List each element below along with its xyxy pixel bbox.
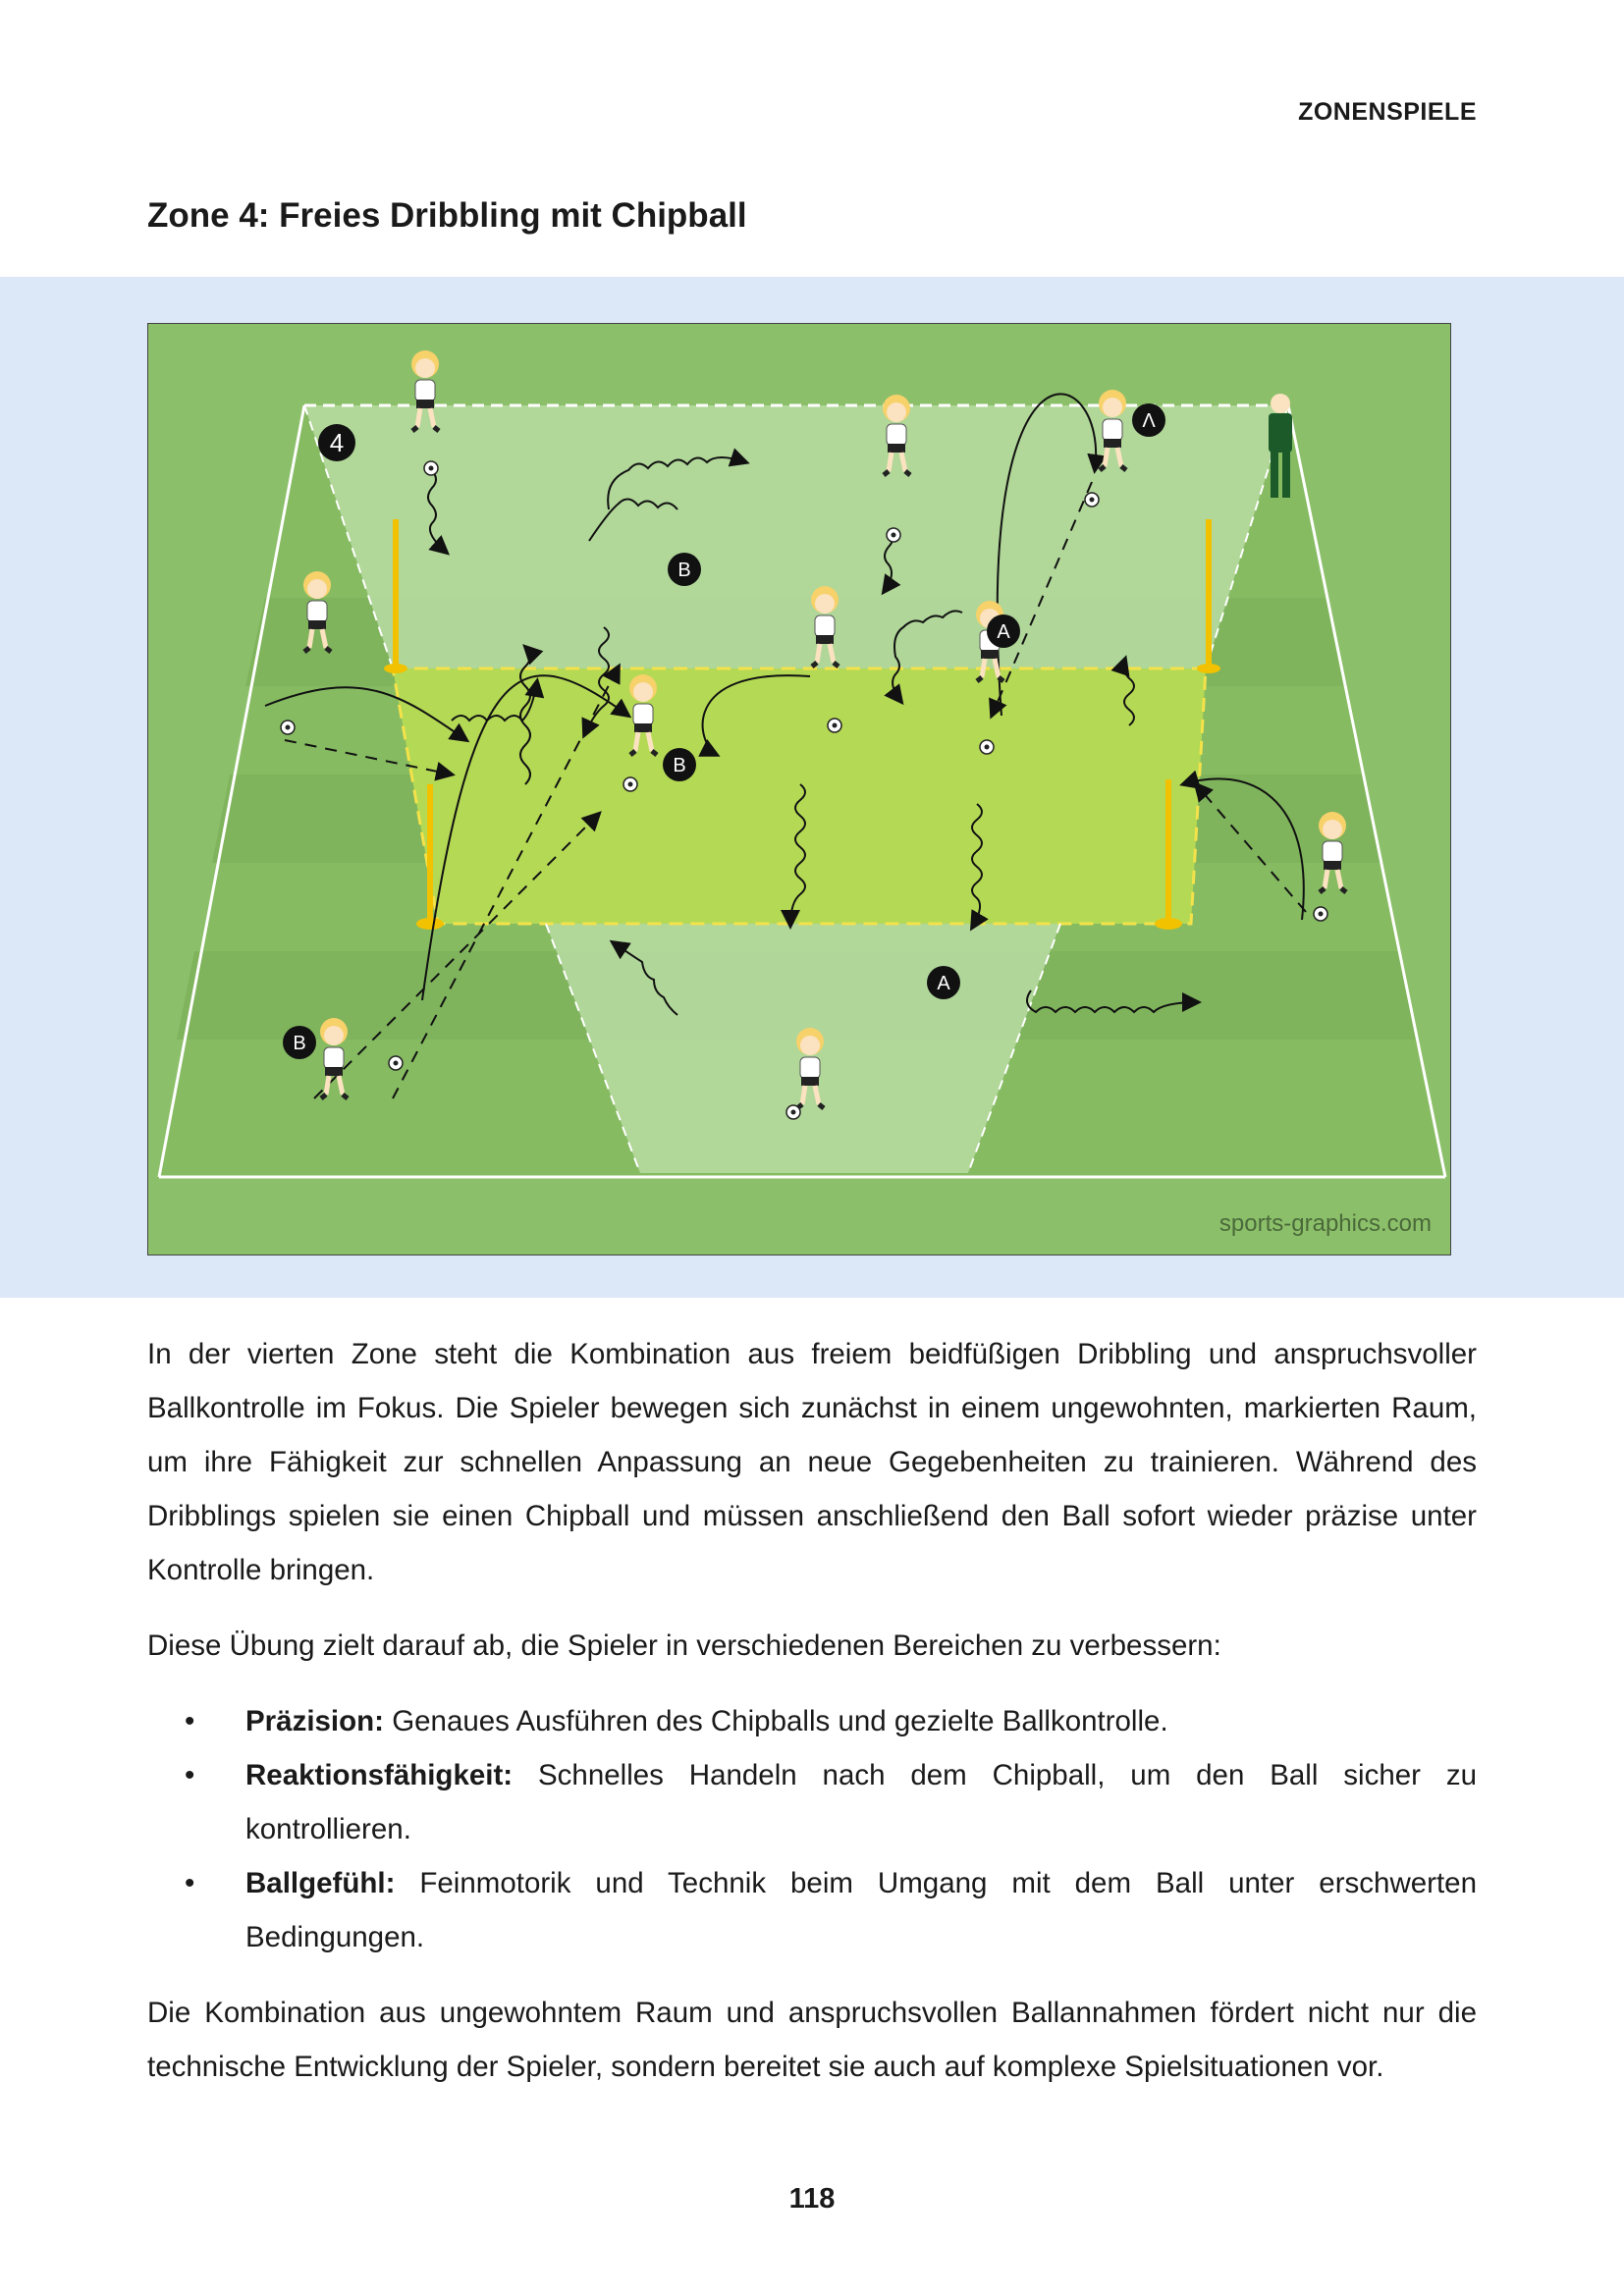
list-item-text: Schnelles Handeln nach dem Chipball, um den Ball sicher zu kontrollieren. xyxy=(245,1759,1477,1845)
player-label: A xyxy=(937,973,950,994)
player-label: Λ xyxy=(1142,410,1156,432)
list-item-term: Ballgefühl: xyxy=(245,1867,396,1899)
list-item-text: Feinmotorik und Technik beim Umgang mit dem Ball unter erschwerten Bedingungen. xyxy=(245,1867,1477,1953)
bullet-icon: • xyxy=(185,1867,195,1899)
bullet-icon: • xyxy=(185,1705,195,1737)
bullet-icon: • xyxy=(185,1759,195,1791)
lead-paragraph: Diese Übung zielt darauf ab, die Spieler in verschiedenen Bereichen zu verbessern: xyxy=(147,1629,1221,1662)
player-label: B xyxy=(673,755,686,776)
drill-diagram xyxy=(147,323,1451,1255)
closing-paragraph: Die Kombination aus ungewohntem Raum und anspruchsvollen Ballannahmen fördert nicht nur die technische Entwicklung der Spieler, sondern bereitet sie auch auf komplexe Spielsituationen vor. xyxy=(147,1997,1477,2083)
list-item-term: Präzision: xyxy=(245,1705,384,1737)
page-number: 118 xyxy=(788,2183,836,2215)
upper-zone xyxy=(304,405,1288,668)
benefit-list xyxy=(147,1694,1477,1964)
running-head: ZONENSPIELE xyxy=(1298,98,1477,126)
page-title: Zone 4: Freies Dribbling mit Chipball xyxy=(147,196,747,235)
player-label: B xyxy=(293,1033,306,1054)
player-label: A xyxy=(997,621,1010,643)
player-label: B xyxy=(677,560,691,581)
center-zone xyxy=(393,668,1206,924)
intro-paragraph: In der vierten Zone steht die Kombination aus freiem beidfüßigen Dribbling und anspruchsvoller Ballkontrolle im Fokus. Die Spieler bewegen sich zunächst in einem ungewohnten, markierten Raum, um ihre Fähigkeit zur schnellen Anpassung an neue Gegebenheiten zu trainieren. Während des Dribblings spielen sie einen Chipball und müssen anschließend den Ball sofort wieder präzise unter Kontrolle bringen. xyxy=(147,1338,1477,1586)
zone-badge-label: 4 xyxy=(329,428,345,457)
list-item xyxy=(147,1694,1477,1748)
body-text xyxy=(147,1327,1477,2115)
list-item xyxy=(147,1856,1477,1964)
list-item-term: Reaktionsfähigkeit: xyxy=(245,1759,514,1791)
list-item xyxy=(147,1748,1477,1856)
list-item-text: Genaues Ausführen des Chipballs und gezielte Ballkontrolle. xyxy=(392,1705,1168,1737)
image-credit: sports-graphics.com xyxy=(1218,1210,1432,1237)
